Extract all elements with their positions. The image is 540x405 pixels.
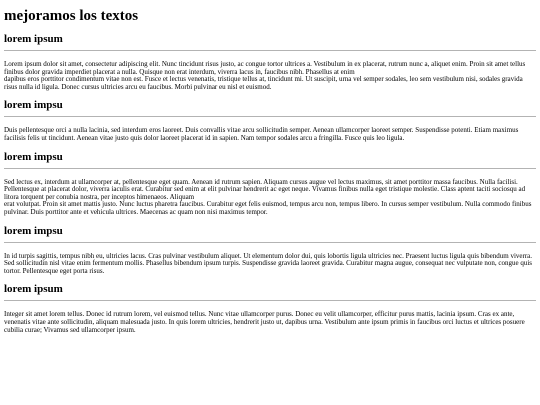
section-divider	[4, 116, 536, 117]
section-paragraph: dapibus eros porttitor condimentum vitae non est. Fusce et lectus venenatis, tristique tellus at, tincidunt mi. Ut suscipit, urna vel semper sodales, leo sem vestibulum nisi, sodales gravida risus nulla id ligula. Donec cursus ultricies arcu eu faucibus. Morbi pulvinar eu nisl et euismod.	[4, 75, 523, 91]
section-heading: lorem ipsum	[4, 283, 63, 296]
section-4	[4, 225, 536, 276]
document-page	[0, 8, 540, 334]
section-paragraph: In id turpis sagittis, tempus nibh eu, ultricies lacus. Cras pulvinar vestibulum aliquet. Ut elementum dolor dui, quis lobortis ligula ultricies nec. Praesent luctus ligula quis bibendum viverra. Sed sollicitudin nisl vitae enim fermentum mollis. Phasellus bibendum ipsum turpis. Suspendisse gravida laoreet gravida. Curabitur magna augue, consequat nec vulputate non, congue quis tortor. Pellentesque eget porta risus.	[4, 251, 533, 275]
section-divider	[4, 242, 536, 243]
section-2	[4, 99, 536, 142]
section-heading: lorem impsu	[4, 99, 63, 112]
section-heading: lorem impsu	[4, 150, 63, 163]
section-3	[4, 151, 536, 217]
section-heading: lorem impsu	[4, 224, 63, 237]
section-paragraph: Lorem ipsum dolor sit amet, consectetur adipiscing elit. Nunc tincidunt risus justo, ac congue tortor ultrices a. Vestibulum in ex placerat, rutrum nunc a, aliquet enim. Proin sit amet tellus finibus dolor gravida imperdiet placerat a nulla. Quisque non erat interdum, viverra lacus in, faucibus nibh. Phasellus at enim	[4, 60, 526, 76]
section-paragraph: Sed lectus ex, interdum at ullamcorper at, pellentesque eget quam. Aenean id rutrum sapien. Aliquam cursus augue vel lectus maximus, sit amet porttitor massa faucibus. Nulla facilisi. Pellentesque at placerat dolor, viverra iaculis erat. Curabitur sed enim at elit pulvinar hendrerit ac eget neque. Vivamus finibus nulla eget tristique molestie. Class aptent taciti sociosqu ad litora torquent per conubia nostra, per inceptos himenaeos. Aliquam	[4, 177, 526, 201]
section-paragraph: Duis pellentesque orci a nulla lacinia, sed interdum eros laoreet. Duis convallis vitae arcu sollicitudin semper. Aenean ullamcorper laoreet semper. Suspendisse potenti. Etiam maximus facilisis felis ut tincidunt. Aenean vitae justo quis dolor laoreet placerat id in sapien. Nam tempor sodales arcu a fringilla. Fusce quis leo ligula.	[4, 126, 519, 142]
section-divider	[4, 50, 536, 51]
page-title: mejoramos los textos	[4, 8, 139, 24]
section-1	[4, 33, 536, 91]
section-divider	[4, 300, 536, 301]
section-5	[4, 283, 536, 334]
section-paragraph: Integer sit amet lorem tellus. Donec id rutrum lorem, vel euismod tellus. Nunc vitae ullamcorper purus. Donec eu velit ullamcorper, efficitur purus mattis, lacinia ipsum. Cras ex ante, venenatis vitae ante sollicitudin, aliquam malesuada justo. In quis lorem ultricies, hendrerit justo ut, dapibus urna. Vestibulum ante ipsum primis in faucibus orci luctus et ultrices posuere cubilia curae; Vivamus sed ullamcorper ipsum.	[4, 310, 525, 334]
section-heading: lorem ipsum	[4, 33, 63, 45]
section-divider	[4, 168, 536, 169]
section-paragraph: erat volutpat. Proin sit amet mattis justo. Nunc luctus pharetra faucibus. Curabitur eget felis euismod, tempus arcu non, tempus libero. In cursus semper vestibulum. Nulla commodo finibus pulvinar. Duis porttitor ante et vehicula ultrices. Maecenas ac quam non nisi maximus tempor.	[4, 200, 532, 216]
